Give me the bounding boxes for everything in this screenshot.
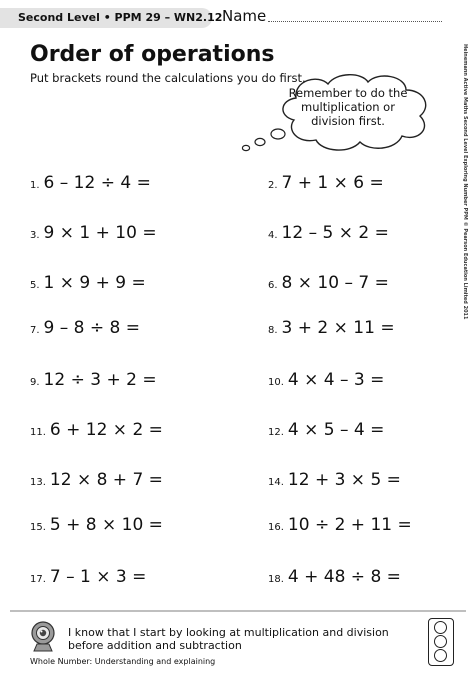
question-expression: 9 × 1 + 10 = xyxy=(43,223,157,243)
name-line[interactable] xyxy=(268,21,442,22)
question-item xyxy=(30,515,163,535)
copyright-text: Heinemann Active Maths Second Level Exploring Number PPM © Pearson Education Limited 2011 xyxy=(462,44,468,320)
webcam-icon xyxy=(28,620,58,654)
question-item xyxy=(268,273,389,293)
question-expression: 5 + 8 × 10 = xyxy=(49,515,163,535)
question-expression: 9 – 8 ÷ 8 = xyxy=(43,318,141,338)
question-item xyxy=(30,173,151,193)
question-number: 1. xyxy=(30,180,40,191)
question-number: 16. xyxy=(268,522,284,533)
question-number: 10. xyxy=(268,377,284,388)
page-title: Order of operations xyxy=(30,42,275,67)
question-expression: 3 + 2 × 11 = xyxy=(281,318,395,338)
question-item xyxy=(268,173,384,193)
question-item xyxy=(30,318,140,338)
question-expression: 8 × 10 – 7 = xyxy=(281,273,389,293)
question-item xyxy=(268,567,401,587)
question-number: 5. xyxy=(30,280,40,291)
question-item xyxy=(268,223,389,243)
question-number: 8. xyxy=(268,325,278,336)
question-number: 6. xyxy=(268,280,278,291)
question-expression: 4 × 4 – 3 = xyxy=(287,370,385,390)
question-number: 11. xyxy=(30,427,46,438)
question-expression: 12 + 3 × 5 = xyxy=(287,470,401,490)
learning-statement: I know that I start by looking at multiplication and division before addition and subtraction xyxy=(68,626,389,652)
question-number: 4. xyxy=(268,230,278,241)
question-expression: 7 + 1 × 6 = xyxy=(281,173,384,193)
question-item xyxy=(268,420,384,440)
question-item xyxy=(30,567,146,587)
level-header: Second Level • PPM 29 – WN2.12 xyxy=(0,8,212,28)
name-label: Name xyxy=(222,7,267,25)
question-number: 3. xyxy=(30,230,40,241)
question-number: 18. xyxy=(268,574,284,585)
question-number: 17. xyxy=(30,574,46,585)
instruction-text: Put brackets round the calculations you do first. xyxy=(30,71,306,85)
question-expression: 10 ÷ 2 + 11 = xyxy=(287,515,412,535)
self-assessment-circle-bottom[interactable] xyxy=(434,649,447,662)
question-expression: 6 + 12 × 2 = xyxy=(49,420,163,440)
question-number: 2. xyxy=(268,180,278,191)
question-number: 7. xyxy=(30,325,40,336)
question-expression: 6 – 12 ÷ 4 = xyxy=(43,173,151,193)
question-expression: 12 – 5 × 2 = xyxy=(281,223,389,243)
question-item xyxy=(268,318,395,338)
question-number: 13. xyxy=(30,477,46,488)
question-item xyxy=(268,515,412,535)
question-item xyxy=(30,420,163,440)
copyright-side-note xyxy=(462,44,468,320)
question-expression: 7 – 1 × 3 = xyxy=(49,567,147,587)
question-expression: 1 × 9 + 9 = xyxy=(43,273,146,293)
traffic-light-icon xyxy=(428,618,454,666)
topic-label: Whole Number: Understanding and explaining xyxy=(30,657,216,666)
self-assessment-circle-top[interactable] xyxy=(434,621,447,634)
question-item xyxy=(30,273,146,293)
question-number: 15. xyxy=(30,522,46,533)
question-item xyxy=(30,223,157,243)
question-number: 14. xyxy=(268,477,284,488)
question-number: 9. xyxy=(30,377,40,388)
question-item xyxy=(30,470,163,490)
question-number: 12. xyxy=(268,427,284,438)
reminder-text: Remember to do the multiplication or division first. xyxy=(288,86,408,128)
question-item xyxy=(268,370,384,390)
self-assessment-circle-middle[interactable] xyxy=(434,635,447,648)
question-item xyxy=(30,370,157,390)
question-expression: 12 ÷ 3 + 2 = xyxy=(43,370,157,390)
question-expression: 12 × 8 + 7 = xyxy=(49,470,163,490)
question-expression: 4 × 5 – 4 = xyxy=(287,420,385,440)
question-item xyxy=(268,470,401,490)
question-expression: 4 + 48 ÷ 8 = xyxy=(287,567,401,587)
